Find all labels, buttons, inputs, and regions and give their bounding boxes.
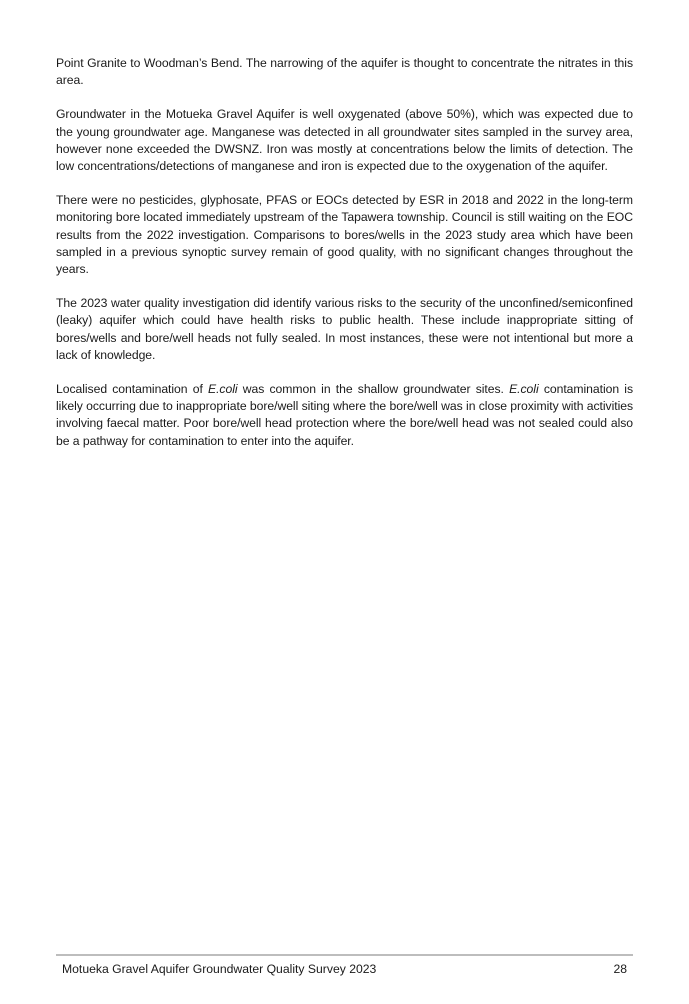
ecoli-text-1: Localised contamination of: [56, 382, 209, 397]
footer-divider: [56, 954, 633, 956]
footer-title: Motueka Gravel Aquifer Groundwater Quality Survey 2023: [62, 962, 377, 976]
paragraph-risks: The 2023 water quality investigation did identify various risks to the security of the unconfined/semiconfined (leaky) aquifer which could have health risks to public health. These include inappropriate sitting of bores/wells and bore/well heads not fully sealed. In most instances, these were not intentional but more a lack of knowledge.: [56, 296, 633, 362]
paragraph-nitrates: Point Granite to Woodman’s Bend. The narrowing of the aquifer is thought to concentrate the nitrates in this area.: [56, 56, 633, 88]
page-footer: [62, 961, 627, 978]
page-body: [56, 55, 633, 467]
paragraph-ecoli: [56, 381, 633, 450]
ecoli-italic-2: E.coli: [509, 382, 539, 397]
ecoli-italic-1: E.coli: [208, 382, 238, 397]
page-number: 28: [613, 962, 627, 976]
ecoli-text-3: contamination is likely occurring due to inappropriate bore/well siting where the bore/well was in close proximity with activities involving faecal matter. Poor bore/well head protection where the bore/well head was not sealed could also be a pathway for contamination to enter into the aquifer.: [56, 382, 633, 448]
paragraph-oxygenation: Groundwater in the Motueka Gravel Aquifer is well oxygenated (above 50%), which was expected due to the young groundwater age. Manganese was detected in all groundwater sites sampled in the survey area, however none exceeded the DWSNZ. Iron was mostly at concentrations below the limits of detection. The low concentrations/detections of manganese and iron is expected due to the oxygenation of the aquifer.: [56, 107, 633, 174]
ecoli-text-2: was common in the shallow groundwater sites.: [237, 382, 510, 397]
paragraph-pesticides: There were no pesticides, glyphosate, PFAS or EOCs detected by ESR in 2018 and 2022 in the long-term monitoring bore located immediately upstream of the Tapawera township. Council is still waiting on the EOC results from the 2022 investigation. Comparisons to bores/wells in the 2023 study area which have been sampled in a previous synoptic survey remain of good quality, with no significant changes throughout the years.: [56, 193, 633, 277]
